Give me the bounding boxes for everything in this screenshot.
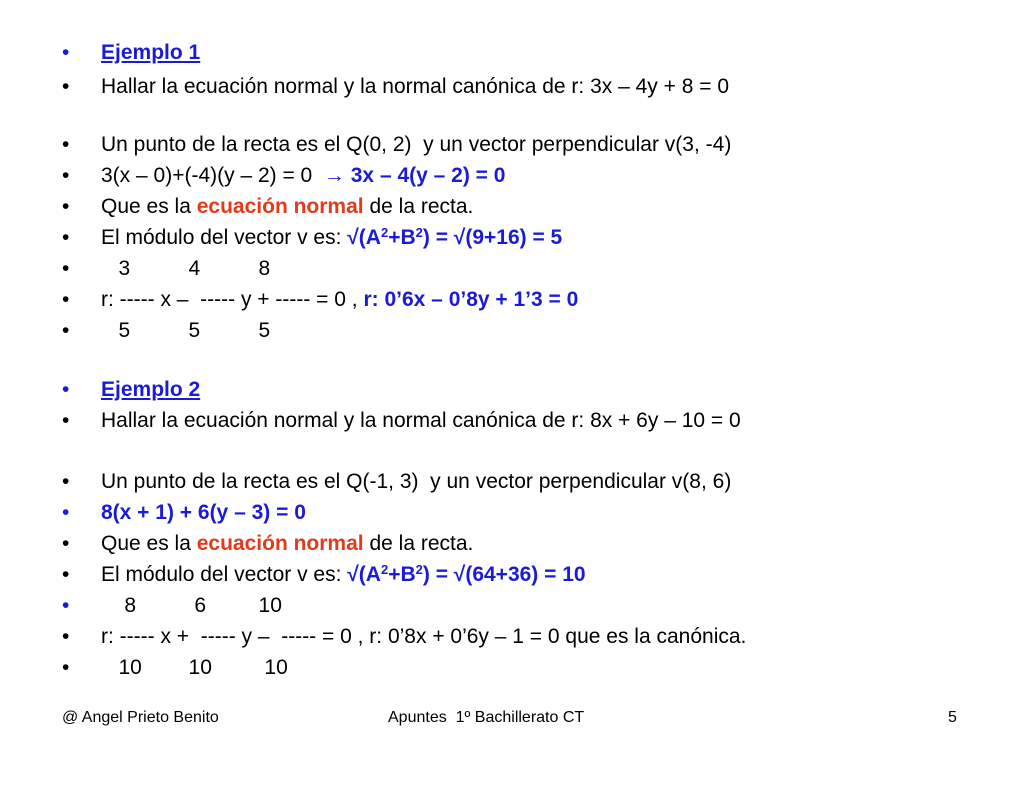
example-1-heading: Ejemplo 1 (101, 41, 201, 64)
equation-expansion: 3(x – 0)+(-4)(y – 2) = 0 (101, 164, 324, 187)
example-1-point-vector-line (62, 128, 732, 162)
example-2-numerators: 8 6 10 (101, 594, 282, 617)
normal-equation-term: ecuación normal (196, 532, 364, 555)
modulus-formula-a: √(A (347, 226, 381, 249)
example-1-statement: Hallar la ecuación normal y la normal canónica de r: 3x – 4y + 8 = 0 (101, 75, 730, 98)
bullet: • (62, 75, 70, 98)
footer-course: Apuntes 1º Bachillerato CT (388, 709, 585, 726)
bullet: • (62, 409, 70, 432)
example-2-statement: Hallar la ecuación normal y la normal canónica de r: 8x + 6y – 10 = 0 (101, 409, 741, 432)
example-1-modulus-line (62, 221, 563, 255)
exponent: 2 (415, 225, 423, 240)
bullet: • (62, 656, 70, 679)
example-1-canonical-line (62, 283, 579, 317)
exponent: 2 (380, 225, 389, 240)
bullet: • (62, 164, 70, 187)
bullet: • (62, 195, 70, 218)
example-1-denominators-line (62, 314, 271, 348)
example-2-statement-line (62, 404, 741, 438)
bullet: • (62, 319, 70, 342)
example-2-canonical: r: ----- x + ----- y – ----- = 0 , r: 0’8x + 0’6y – 1 = 0 que es la canónica. (101, 625, 747, 648)
example-2-point-vector: Un punto de la recta es el Q(-1, 3) y un vector perpendicular v(8, 6) (101, 470, 732, 493)
footer-page-number: 5 (948, 709, 957, 726)
example-2-normal-note-line (62, 527, 474, 561)
bullet: • (62, 41, 70, 64)
bullet: • (62, 378, 70, 401)
modulus-prefix: El módulo del vector v es: (101, 226, 348, 249)
example-1-numerators: 3 4 8 (101, 257, 271, 280)
arrow-icon: → (323, 164, 345, 187)
modulus-formula-a: √(A (347, 563, 381, 586)
normal-equation-term: ecuación normal (196, 195, 364, 218)
example-1-normal-note (101, 190, 473, 224)
canonical-fraction-form: r: ----- x – ----- y + ----- = 0 , (101, 288, 364, 311)
example-2-numerators-line (62, 589, 282, 623)
example-2-equation: 8(x + 1) + 6(y – 3) = 0 (101, 501, 306, 524)
bullet: • (62, 532, 70, 555)
example-1-heading-line (62, 36, 201, 70)
bullet: • (62, 594, 70, 617)
bullet: • (62, 257, 70, 280)
example-2-equation-line (62, 496, 306, 530)
example-2-denominators: 10 10 10 (101, 656, 288, 679)
example-2-heading: Ejemplo 2 (101, 378, 201, 401)
example-2-denominators-line (62, 651, 288, 685)
modulus-prefix: El módulo del vector v es: (101, 563, 348, 586)
modulus-formula-b: +B (388, 226, 416, 249)
note-suffix: de la recta. (363, 532, 474, 555)
example-1-statement-line (62, 70, 730, 104)
example-1-point-vector: Un punto de la recta es el Q(0, 2) y un vector perpendicular v(3, -4) (101, 133, 732, 156)
example-2-heading-line (62, 373, 201, 407)
bullet: • (62, 563, 70, 586)
example-1-numerators-line (62, 252, 271, 286)
example-1-normal-note-line (62, 190, 474, 224)
note-prefix: Que es la (101, 195, 197, 218)
canonical-result: r: 0’6x – 0’8y + 1’3 = 0 (363, 288, 579, 311)
example-2-modulus-line (62, 558, 586, 592)
normal-equation-result: 3x – 4(y – 2) = 0 (344, 164, 506, 187)
bullet: • (62, 470, 70, 493)
example-1-equation-line (62, 159, 506, 193)
modulus-result: ) = √(64+36) = 10 (422, 563, 586, 586)
bullet: • (62, 501, 70, 524)
exponent: 2 (415, 562, 423, 577)
note-suffix: de la recta. (363, 195, 474, 218)
example-2-point-vector-line (62, 465, 732, 499)
modulus-formula-b: +B (388, 563, 416, 586)
bullet: • (62, 625, 70, 648)
exponent: 2 (380, 562, 389, 577)
bullet: • (62, 133, 70, 156)
example-1-equation (101, 159, 505, 193)
example-1-canonical (101, 283, 578, 317)
bullet: • (62, 288, 70, 311)
modulus-result: ) = √(9+16) = 5 (422, 226, 563, 249)
note-prefix: Que es la (101, 532, 197, 555)
example-2-canonical-line (62, 620, 747, 654)
example-1-modulus (101, 221, 562, 255)
bullet: • (62, 226, 70, 249)
example-1-denominators: 5 5 5 (101, 319, 271, 342)
example-2-normal-note (101, 527, 473, 561)
footer-author: @ Angel Prieto Benito (62, 709, 219, 726)
example-2-modulus (101, 558, 586, 592)
